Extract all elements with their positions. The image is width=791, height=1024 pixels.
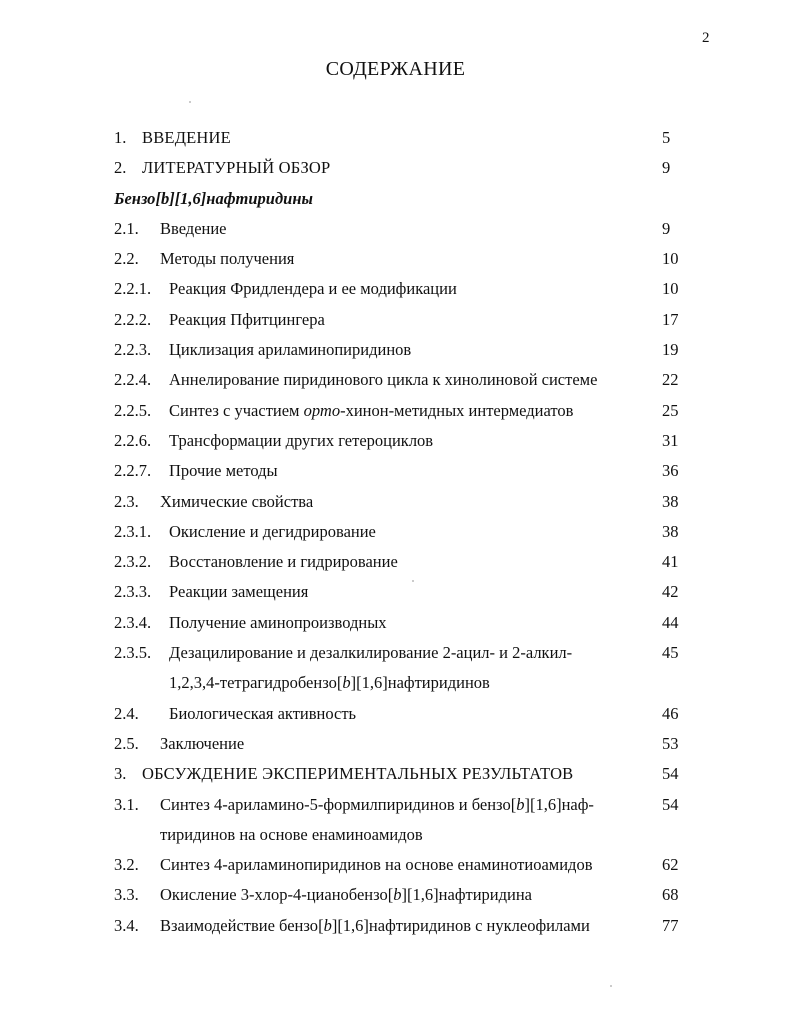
toc-title: Реакция Фридлендера и ее модификации: [169, 279, 457, 299]
page-title: СОДЕРЖАНИЕ: [325, 58, 466, 80]
italic-b: b: [323, 915, 332, 935]
toc-number: 2.2.6.: [114, 430, 152, 450]
toc-entry-2-3-2: [0, 547, 791, 577]
toc-number: 2.2.1.: [114, 279, 152, 299]
toc-entry-2-3-3: [0, 577, 791, 607]
toc-page: 19: [662, 340, 679, 360]
toc-number: 2.3.3.: [114, 582, 152, 602]
toc-entry-3-2: [0, 850, 791, 880]
toc-section-heading: [0, 184, 791, 214]
toc-page: 31: [662, 430, 679, 450]
page-number: 2: [702, 30, 710, 46]
toc-title: Реакция Пфитцингера: [169, 309, 325, 329]
toc-page: 25: [662, 400, 679, 420]
toc-page: 53: [662, 733, 679, 753]
toc-page: 9: [662, 218, 671, 238]
toc-entry-2-2-7: [0, 456, 791, 486]
toc-title: ВВЕДЕНИЕ: [142, 128, 231, 147]
toc-entry-2-3-1: [0, 517, 791, 547]
toc-title: Биологическая активность: [169, 703, 357, 723]
toc-number: 1.: [114, 128, 127, 147]
toc-page: 22: [662, 370, 679, 390]
toc-title-line-2: 1,2,3,4-тетрагидробензо[b][1,6]нафтиридинов: [169, 673, 490, 693]
toc-number: 3.: [114, 764, 127, 784]
toc-number: 3.4.: [114, 915, 139, 935]
toc-page: 17: [662, 309, 679, 329]
toc-title: Аннелирование пиридинового цикла к хинолиновой системе: [169, 370, 598, 390]
toc-entry-2-3-5: [0, 638, 791, 699]
toc-page: 38: [662, 521, 679, 541]
toc-page: 41: [662, 552, 679, 572]
toc-entry-3-4: [0, 911, 791, 941]
italic-b: b: [342, 673, 351, 693]
italic-b: b: [393, 885, 402, 905]
toc-title: Введение: [160, 218, 227, 238]
toc-page: 9: [662, 158, 671, 178]
toc-number: 2.3.: [114, 491, 139, 511]
toc-page: 10: [662, 279, 679, 299]
toc-title: Методы получения: [160, 249, 295, 269]
toc-page: 54: [662, 794, 679, 814]
toc-entry-2: [0, 153, 791, 183]
toc-entry-2-2-3: [0, 335, 791, 365]
toc-number: 2.3.2.: [114, 552, 152, 572]
toc-entry-2-2-4: [0, 365, 791, 395]
table-of-contents: [0, 123, 791, 941]
toc-number: 2.2.3.: [114, 340, 152, 360]
toc-number: 2.2.2.: [114, 309, 152, 329]
toc-page: 45: [662, 643, 679, 663]
toc-entry-3-3: [0, 880, 791, 910]
italic-b: b: [516, 794, 525, 814]
toc-number: 2.2.5.: [114, 400, 152, 420]
toc-page: 44: [662, 612, 679, 632]
toc-entry-2-2: [0, 244, 791, 274]
toc-page: 46: [662, 703, 679, 723]
scan-speck: [189, 101, 191, 103]
toc-number: 2.3.1.: [114, 521, 152, 541]
toc-page: 10: [662, 249, 679, 269]
scan-speck: [610, 985, 612, 987]
toc-title: Окисление 3-хлор-4-цианобензо[b][1,6]нафтиридина: [160, 885, 533, 905]
toc-page: 42: [662, 582, 679, 602]
toc-entry-2-2-5: [0, 396, 791, 426]
toc-number: 2.2.4.: [114, 370, 152, 390]
toc-number: 2.5.: [114, 733, 139, 753]
toc-entry-1: [0, 123, 791, 153]
toc-title: [169, 396, 573, 426]
toc-title: Циклизация ариламинопиридинов: [169, 340, 412, 360]
toc-number: 2.3.4.: [114, 612, 152, 632]
toc-number: 2.4.: [114, 703, 139, 723]
toc-number: 2.3.5.: [114, 643, 152, 663]
toc-entry-2-3-4: [0, 608, 791, 638]
scan-speck: [412, 580, 414, 582]
toc-number: 2.: [114, 158, 127, 178]
toc-page: 62: [662, 855, 679, 875]
toc-entry-2-5: [0, 729, 791, 759]
toc-number: 3.1.: [114, 794, 139, 814]
toc-title: Заключение: [160, 733, 245, 753]
toc-entry-2-2-2: [0, 305, 791, 335]
toc-title: Окисление и дегидрирование: [169, 521, 376, 541]
toc-entry-3-1: [0, 790, 791, 851]
toc-title: Получение аминопроизводных: [169, 612, 387, 632]
toc-entry-2-1: [0, 214, 791, 244]
toc-title: Взаимодействие бензо[b][1,6]нафтиридинов с нуклеофилами: [160, 915, 590, 935]
toc-title: Реакции замещения: [169, 582, 309, 602]
toc-page: 38: [662, 491, 679, 511]
toc-page: 54: [662, 764, 679, 784]
toc-title: [160, 790, 594, 850]
toc-title-part: Синтез с участием: [169, 400, 304, 420]
toc-title-line-1: Дезацилирование и дезалкилирование 2-ацил- и 2-алкил-: [169, 643, 573, 663]
toc-number: 2.1.: [114, 218, 139, 238]
toc-entry-3: [0, 759, 791, 789]
toc-entry-2-2-1: [0, 274, 791, 304]
toc-title-italic: орто: [303, 400, 341, 420]
toc-title: Химические свойства: [160, 491, 314, 511]
toc-title: Прочие методы: [169, 461, 278, 481]
toc-title-line-2: тиридинов на основе енаминоамидов: [160, 824, 423, 844]
toc-entry-2-4: [0, 699, 791, 729]
toc-title-line-1: Синтез 4-ариламино-5-формилпиридинов и бензо[b][1,6]наф-: [160, 794, 594, 814]
toc-title-part: -хинон-метидных интермедиатов: [340, 400, 574, 420]
toc-title: Восстановление и гидрирование: [169, 552, 398, 572]
toc-entry-2-2-6: [0, 426, 791, 456]
toc-number: 2.2.: [114, 249, 139, 269]
toc-number: 3.3.: [114, 885, 139, 905]
toc-title: [169, 638, 572, 698]
toc-title: ЛИТЕРАТУРНЫЙ ОБЗОР: [142, 158, 331, 178]
toc-page: 5: [662, 128, 671, 147]
italic-b: b: [160, 188, 170, 208]
toc-number: 2.2.7.: [114, 461, 152, 481]
toc-title: Трансформации других гетероциклов: [169, 430, 434, 450]
toc-page: 36: [662, 461, 679, 481]
toc-page: 68: [662, 885, 679, 905]
toc-title: ОБСУЖДЕНИЕ ЭКСПЕРИМЕНТАЛЬНЫХ РЕЗУЛЬТАТОВ: [142, 764, 574, 784]
toc-page: 77: [662, 915, 679, 935]
section-heading: Бензо[b][1,6]нафтиридины: [114, 188, 313, 208]
toc-title: Синтез 4-ариламинопиридинов на основе енаминотиоамидов: [160, 855, 593, 875]
toc-entry-2-3: [0, 487, 791, 517]
toc-number: 3.2.: [114, 855, 139, 875]
